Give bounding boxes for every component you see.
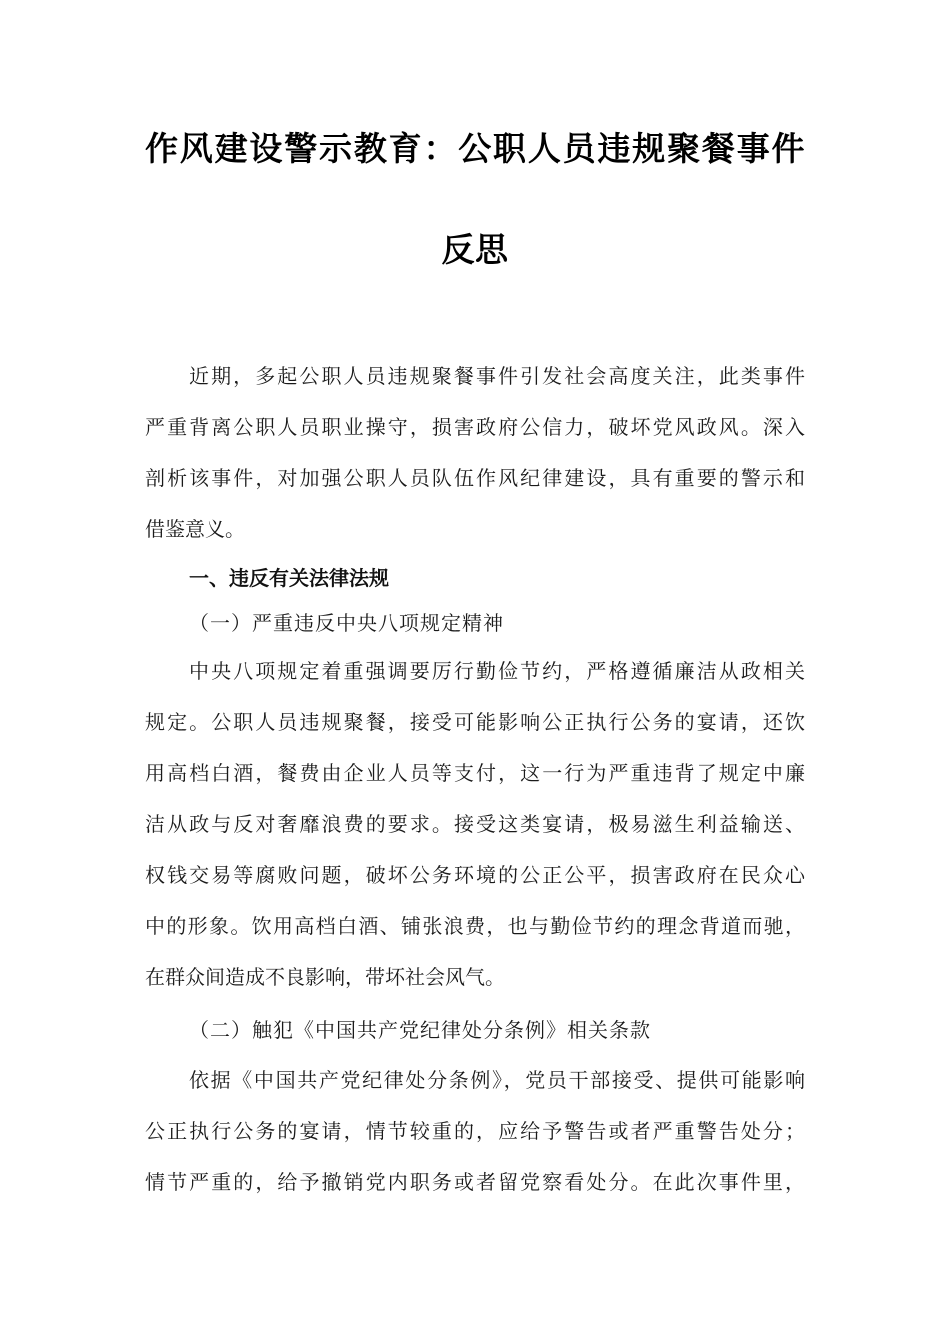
paragraph-line: 中的形象。饮用高档白酒、铺张浪费，也与勤俭节约的理念背道而驰， (145, 914, 805, 938)
subsection-heading-2: （二）触犯《中国共产党纪律处分条例》相关条款 (189, 1018, 651, 1042)
subsection-1-paragraph (145, 646, 805, 1003)
paragraph-line: 洁从政与反对奢靡浪费的要求。接受这类宴请，极易滋生利益输送、 (145, 812, 805, 836)
section-heading-1: 一、违反有关法律法规 (189, 566, 389, 590)
paragraph-line: 严重背离公职人员职业操守，损害政府公信力，破坏党风政风。深入 (145, 415, 805, 439)
paragraph-line: 依据《中国共产党纪律处分条例》，党员干部接受、提供可能影响 (189, 1068, 805, 1092)
paragraph-line: 中央八项规定着重强调要厉行勤俭节约，严格遵循廉洁从政相关 (189, 659, 805, 683)
subsection-2-paragraph (145, 1055, 805, 1208)
paragraph-line: 在群众间造成不良影响，带坏社会风气。 (145, 965, 505, 989)
paragraph-line: 借鉴意义。 (145, 517, 245, 541)
intro-paragraph (145, 351, 805, 555)
paragraph-line: 规定。公职人员违规聚餐，接受可能影响公正执行公务的宴请，还饮 (145, 710, 805, 734)
document-title-line-2: 反思 (441, 230, 509, 269)
document-title-line-1: 作风建设警示教育：公职人员违规聚餐事件 (145, 129, 805, 168)
paragraph-line: 情节严重的，给予撤销党内职务或者留党察看处分。在此次事件里， (145, 1170, 805, 1194)
subsection-heading-1: （一）严重违反中央八项规定精神 (189, 611, 504, 635)
paragraph-line: 权钱交易等腐败问题，破坏公务环境的公正公平，损害政府在民众心 (145, 863, 805, 887)
paragraph-line: 剖析该事件，对加强公职人员队伍作风纪律建设，具有重要的警示和 (145, 466, 805, 490)
paragraph-line: 近期，多起公职人员违规聚餐事件引发社会高度关注，此类事件 (189, 364, 805, 388)
paragraph-line: 用高档白酒，餐费由企业人员等支付，这一行为严重违背了规定中廉 (145, 761, 805, 785)
paragraph-line: 公正执行公务的宴请，情节较重的，应给予警告或者严重警告处分； (145, 1119, 805, 1143)
